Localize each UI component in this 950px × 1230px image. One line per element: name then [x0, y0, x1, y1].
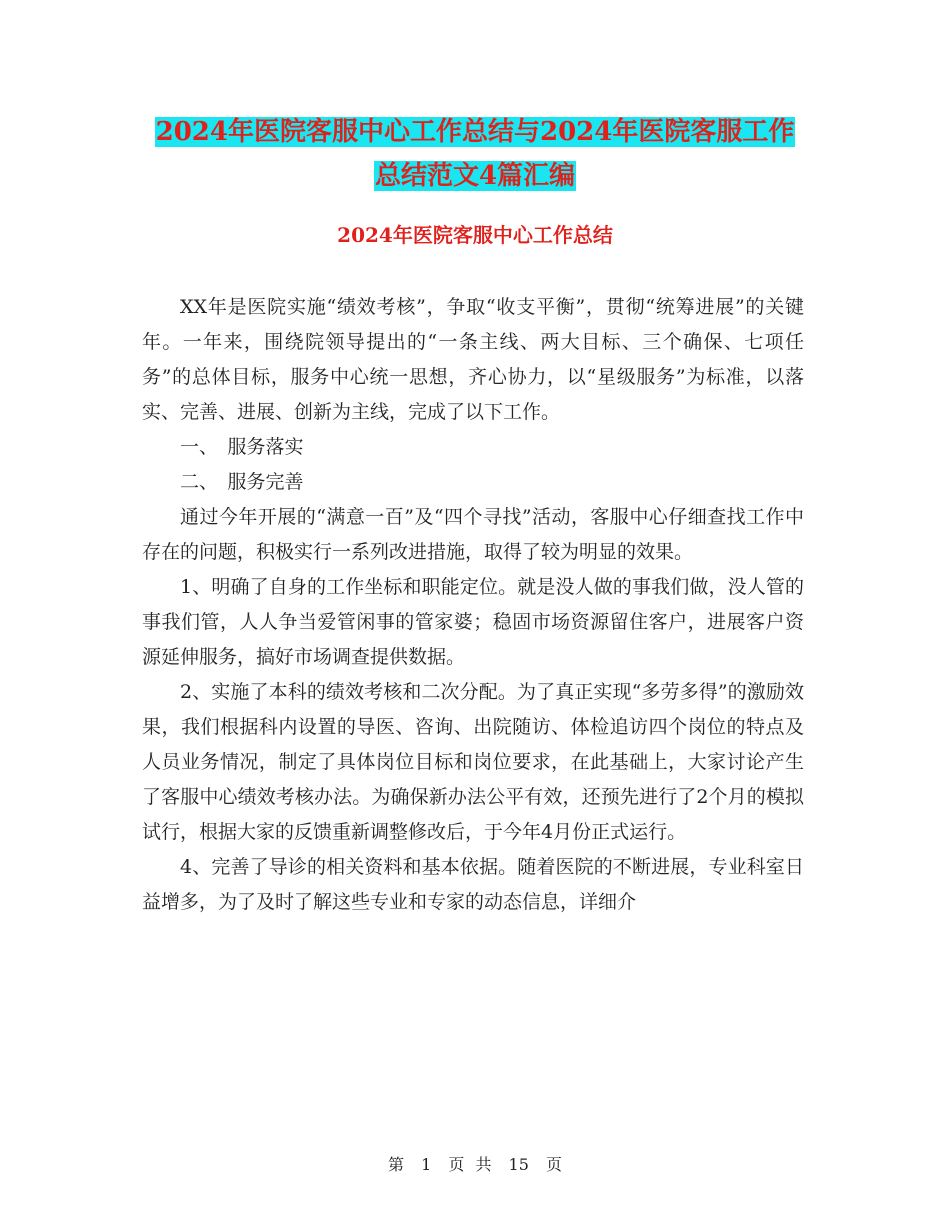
list-heading: 一、 服务落实 [180, 436, 304, 458]
paragraph: XX年是医院实施“绩效考核”，争取“收支平衡”，贯彻“统筹进展”的关键年。一年来，围绕院领导提出的“一条主线、两大目标、三个确保、七项任务”的总体目标，服务中心统一思想，齐心协力，以“星级服务”为标准，以落实、完善、进展、创新为主线，完成了以下工作。 [142, 296, 804, 423]
document-body [142, 290, 804, 920]
page-total: 15 [508, 1155, 529, 1174]
title-line-2: 总结范文4篇汇编 [374, 161, 576, 191]
title-line-1: 2024年医院客服中心工作总结与2024年医院客服工作 [155, 117, 795, 147]
section-title: 2024年医院客服中心工作总结 [337, 223, 613, 247]
footer-prefix: 第 [387, 1155, 404, 1174]
footer-middle: 页 共 [448, 1155, 492, 1174]
page-footer [0, 1152, 950, 1175]
paragraph: 2、实施了本科的绩效考核和二次分配。为了真正实现“多劳多得”的激励效果，我们根据科内设置的导医、咨询、出院随访、体检追访四个岗位的特点及人员业务情况，制定了具体岗位目标和岗位要求，在此基础上，大家讨论产生了客服中心绩效考核办法。为确保新办法公平有效，还预先进行了2个月的模拟试行，根据大家的反馈重新调整修改后，于今年4月份正式运行。 [142, 681, 804, 843]
paragraph: 通过今年开展的“满意一百”及“四个寻找”活动，客服中心仔细查找工作中存在的问题，积极实行一系列改进措施，取得了较为明显的效果。 [142, 506, 804, 563]
footer-suffix: 页 [546, 1155, 563, 1174]
document-title [0, 110, 950, 198]
list-heading: 二、 服务完善 [180, 471, 304, 493]
paragraph: 1、明确了自身的工作坐标和职能定位。就是没人做的事我们做，没人管的事我们管，人人争当爱管闲事的管家婆；稳固市场资源留住客户，进展客户资源延伸服务，搞好市场调查提供数据。 [142, 576, 804, 668]
paragraph: 4、完善了导诊的相关资料和基本依据。随着医院的不断进展，专业科室日益增多，为了及时了解这些专业和专家的动态信息，详细介 [142, 856, 804, 913]
page-number: 1 [421, 1155, 432, 1174]
